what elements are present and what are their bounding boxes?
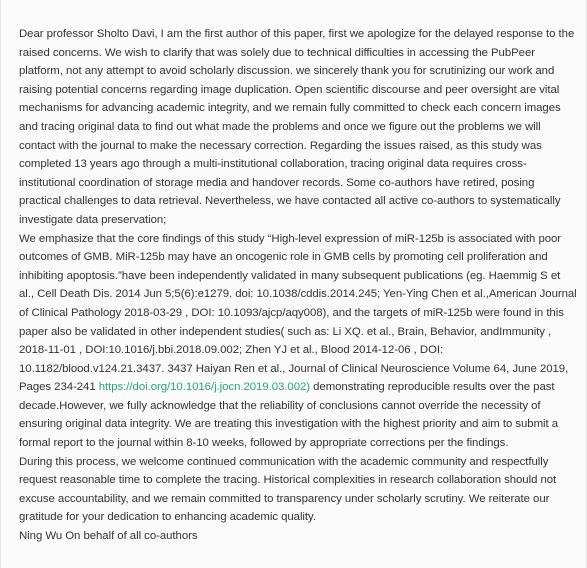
- doi-link[interactable]: https://doi.org/10.1016/j.jocn.2019.03.002): [98, 381, 311, 394]
- comment-paragraph-findings: [19, 230, 577, 453]
- findings-text: We emphasize that the core findings of this study “High-level expression of miR-125b is associated with poor outcomes of GMB. MiR-125b may have an oncogenic role in GMB cells by promoting cell proliferation and inhibiting apoptosis.”have been independently validated in many subsequent publications (eg. Haemmig S et al., Cell Death Dis. 2014 Jun 5;5(6):e1279. doi: 10.1038/cddis.2014.245; Yen-Ying Chen et al.,American Journal of Clinical Pathology 2018-03-29 , DOI: 10.1093/ajcp/aqy008), and the targets of miR-125b were found in this paper also be validated in other independent studies( such as: Li XQ. et al., Brain, Behavior, andImmunity , 2018-11-01 , DOI:10.1016/j.bbi.2018.09.002; Zhen YJ et al., Blood 2014-12-06 , DOI: 10.1182/blood.v124.21.3437. 3437 Haiyan Ren et al., Journal of Clinical Neuroscience Volume 64, June 2019, Pages 234-241: [19, 232, 577, 394]
- findings-text-continued: demonstrating reproducible results over the past decade.However, we fully acknowledge that the reliability of conclusions cannot override the necessity of ensuring original data integrity. We are treating this investigation with the highest priority and aim to submit a formal report to the journal within 8-10 weeks, followed by appropriate corrections per the findings.: [19, 381, 559, 450]
- comment-signature: Ning Wu On behalf of all co-authors: [19, 530, 198, 543]
- comment-paragraph-apology: Dear professor Sholto Davi, I am the first author of this paper, first we apologize for the delayed response to the raised concerns. We wish to clarify that was solely due to technical difficulties in accessing the PubPeer platform, not any attempt to avoid scholarly discussion. we sincerely thank you for scrutinizing our work and raising potential concerns regarding image duplication. Open scientific discourse and peer oversight are vital mechanisms for advancing academic integrity, and we remain fully committed to check each concern images and tracing original data to find out what made the problems and once we figure out the problems we will contact with the journal to make the necessary correction. Regarding the issues raised, as this study was completed 13 years ago through a multi-institutional collaboration, tracing original data requires cross-institutional coordination of storage media and handover records. Some co-authors have retired, posing practical challenges to data retrieval. Nevertheless, we have contacted all active co-authors to systematically investigate data preservation;: [19, 28, 575, 226]
- comment-paragraph-closing: During this process, we welcome continued communication with the academic community and respectfully request reasonable time to complete the tracing. Historical complexities in research collaboration should not excuse accountability, and we remain committed to transparency under scholarly scrutiny. We reiterate our gratitude for your dedication to enhancing academic quality.: [19, 455, 557, 524]
